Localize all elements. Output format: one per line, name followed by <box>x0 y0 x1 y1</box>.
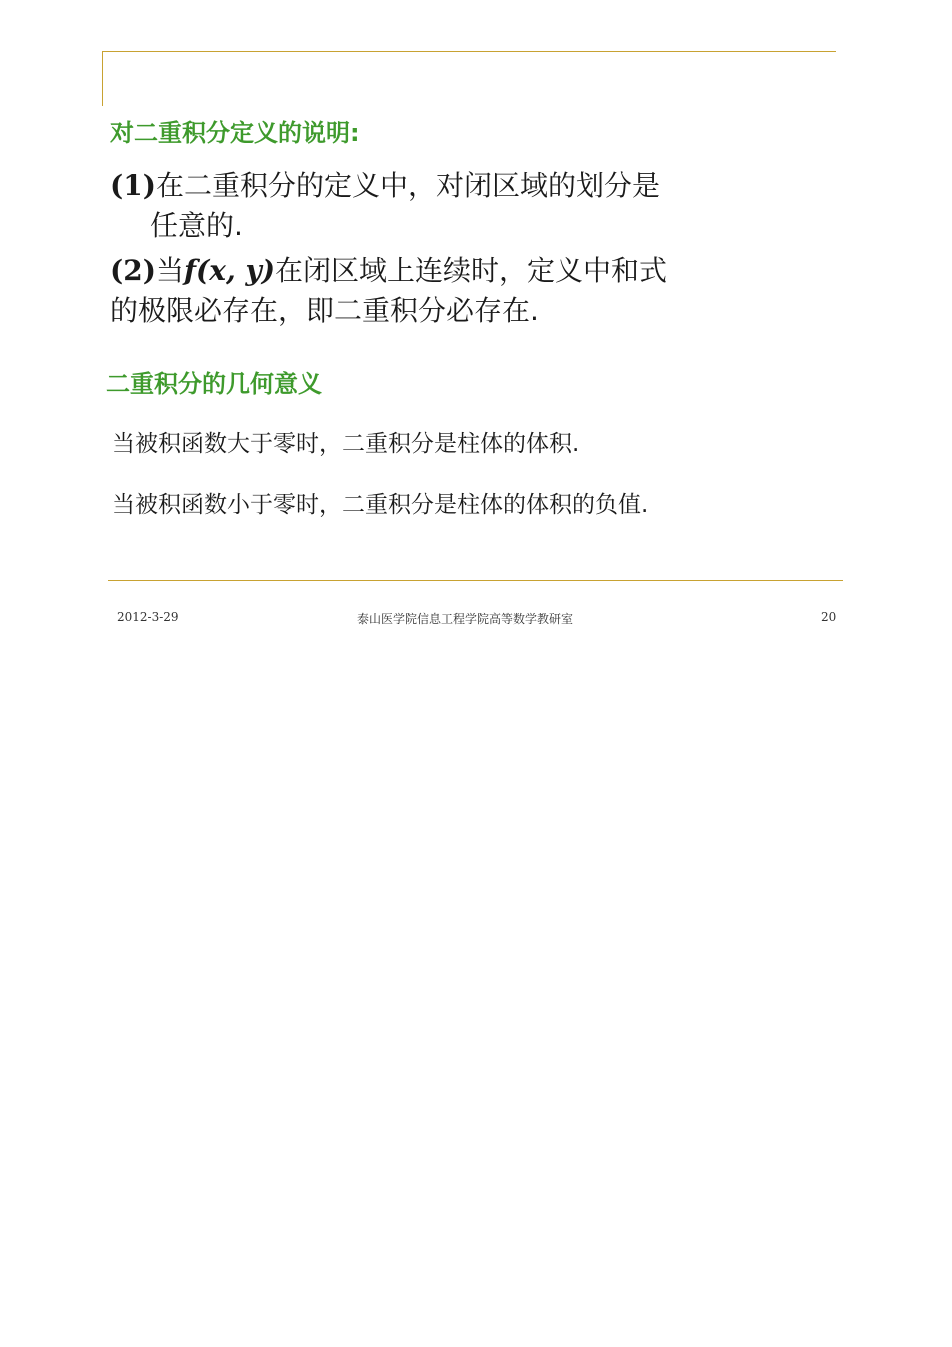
item2-number: (2) <box>110 254 156 287</box>
item1-number: (1) <box>110 169 156 202</box>
notes-heading: 对二重积分定义的说明: <box>110 119 360 147</box>
footer-institution: 泰山医学院信息工程学院高等数学教研室 <box>357 612 574 626</box>
footer-page-number: 20 <box>821 610 837 624</box>
item2-math: f(x, y) <box>184 254 275 287</box>
geometry-para2: 当被积函数小于零时，二重积分是柱体的体积的负值. <box>112 492 649 518</box>
item2-line2: 的极限必存在，即二重积分必存在. <box>110 294 539 327</box>
item1-line2: 任意的. <box>150 209 243 242</box>
geometry-heading: 二重积分的几何意义 <box>106 370 322 398</box>
item1-line1 <box>110 169 660 202</box>
footer-date: 2012-3-29 <box>117 610 179 624</box>
item2-line1 <box>110 254 668 287</box>
left-rule <box>102 51 103 106</box>
item1-text: 在二重积分的定义中，对闭区域的划分是 <box>155 169 660 202</box>
top-rule <box>102 51 836 52</box>
geometry-para1: 当被积函数大于零时，二重积分是柱体的体积. <box>112 431 580 457</box>
item2-post: 在闭区域上连续时，定义中和式 <box>275 254 668 287</box>
footer-rule <box>108 580 843 581</box>
item2-pre: 当 <box>155 254 184 287</box>
